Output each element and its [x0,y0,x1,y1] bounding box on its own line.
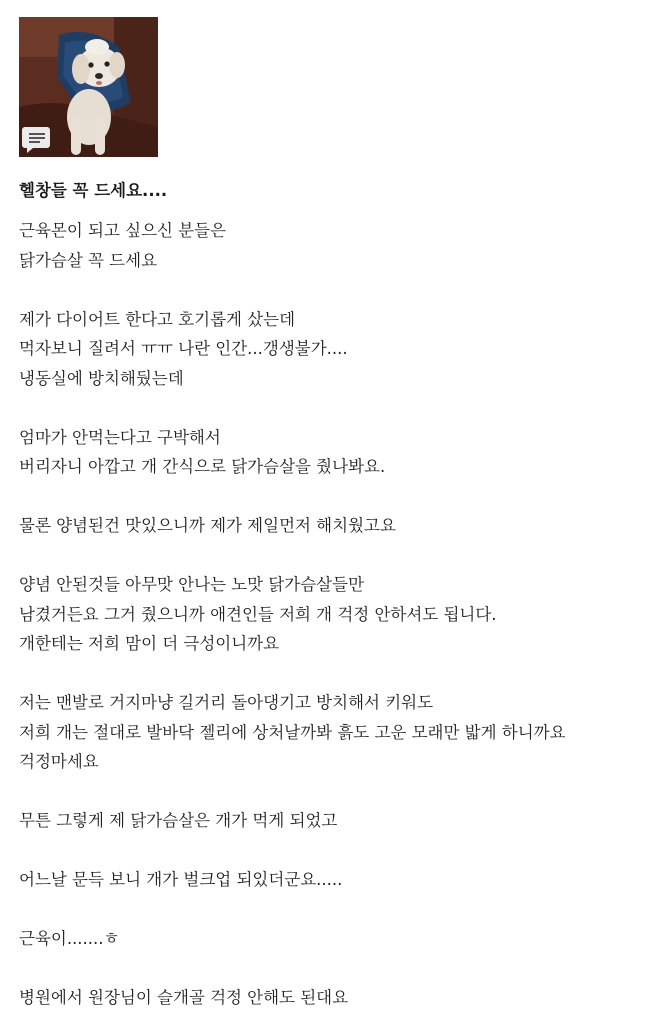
body-line: 근육몬이 되고 싶으신 분들은 [19,221,227,240]
body-line: 근육이.......ㅎ [19,929,120,948]
paragraph-gap [19,541,649,571]
paragraph [19,305,649,394]
paragraph [19,983,649,1013]
paragraph [19,423,649,482]
body-line: 닭가슴살 꼭 드세요 [19,250,158,270]
body-line: 제가 다이어트 한다고 호기롭게 샀는데 [19,309,296,329]
body-line: 저는 맨발로 거지마냥 길거리 돌아댕기고 방치해서 키워도 [19,693,434,712]
dog-photo [19,17,158,157]
body-line: 개한테는 저희 맘이 더 극성이니까요 [19,634,280,653]
body-line: 무튼 그렇게 제 닭가슴살은 개가 먹게 되었고 [19,811,338,830]
paragraph-gap [19,393,649,423]
paragraph-gap [19,836,649,866]
paragraph [19,688,649,777]
body-line: 물론 양념된건 맛있으니까 제가 제일먼저 해치웠고요 [19,516,396,535]
body-line: 먹자보니 질려서 ㅠㅠ 나란 인간...갱생불가.... [19,339,348,358]
paragraph [19,216,649,275]
paragraph-gap [19,482,649,512]
body-line: 양념 안된것들 아무맛 안나는 노맛 닭가슴살들만 [19,575,365,594]
paragraph-gap [19,777,649,807]
paragraph-gap [19,954,649,984]
body-line: 버리자니 아깝고 개 간식으로 닭가슴살을 줬나봐요. [19,457,386,476]
body-line: 저희 개는 절대로 발바닥 젤리에 상처날까봐 흙도 고운 모래만 밟게 하니까요 [19,722,566,742]
body-line: 남겼거든요 그거 줬으니까 애견인들 저희 개 걱정 안하셔도 됩니다. [19,604,497,624]
body-line: 냉동실에 방치해뒀는데 [19,368,184,388]
paragraph [19,924,649,954]
paragraph [19,806,649,836]
post-body [19,216,649,1013]
paragraph [19,511,649,541]
body-line: 걱정마세요 [19,752,99,771]
body-line: 병원에서 원장님이 슬개골 걱정 안해도 된대요 [19,988,349,1007]
paragraph-gap [19,659,649,689]
body-line: 어느날 문득 보니 개가 벌크업 되있더군요..... [19,870,343,889]
post-thumbnail[interactable] [19,17,158,157]
paragraph [19,865,649,895]
paragraph-gap [19,895,649,925]
body-line: 엄마가 안먹는다고 구박해서 [19,427,221,447]
paragraph [19,570,649,659]
paragraph-gap [19,275,649,305]
post-title: 헬창들 꼭 드세요.... [19,181,168,200]
